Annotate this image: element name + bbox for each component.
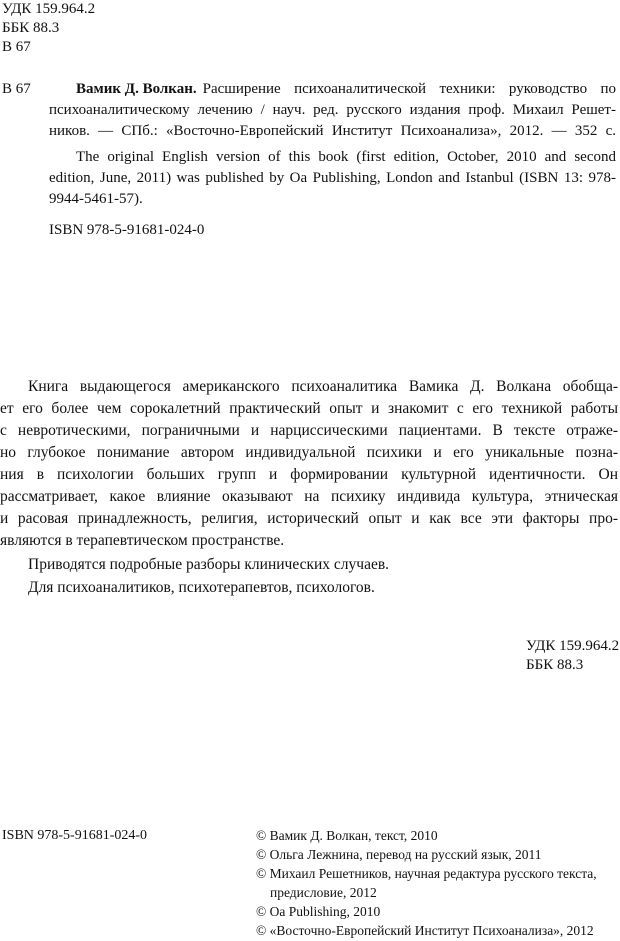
footer-udk: УДК 159.964.2: [526, 638, 620, 654]
isbn-bottom: ISBN 978-5-91681-024-0: [2, 828, 148, 843]
record-line-2: психоаналитическому лечению / науч. ред. русского издания проф. Михаил Решет-: [49, 102, 616, 118]
annotation-line: Книга выдающегося американского психоаналитика Вамика Д. Волкана обобща-: [28, 378, 618, 395]
author-mark: В 67: [2, 39, 31, 55]
copyright-line: © Вамик Д. Волкан, текст, 2010: [256, 828, 438, 843]
record-line-1: [76, 80, 616, 98]
clinical-cases-line: Приводятся подробные разборы клинических случаев.: [28, 556, 390, 573]
annotation-line: являются в терапевтическом пространстве.: [0, 532, 285, 549]
audience-line: Для психоаналитиков, психотерапевтов, психологов.: [28, 579, 375, 596]
footer-bbk: ББК 88.3: [526, 657, 584, 673]
copyright-line: © «Восточно-Европейский Институт Психоанализа», 2012: [256, 923, 594, 938]
annotation-line: рассматривает, какое влияние оказывают на психику индивида культура, этническая: [0, 488, 618, 505]
copyright-line: © Oa Publishing, 2010: [256, 904, 381, 919]
annotation-line: с невротическими, пограничными и нарциссическими пациентами. В тексте отраже-: [0, 422, 618, 439]
bbk-code: ББК 88.3: [2, 20, 60, 36]
annotation-line: и расовая принадлежность, религия, исторический опыт и как все эти факторы про-: [0, 510, 618, 527]
annotation-line: ет его более чем сорокалетний практический опыт и знакомит с его техникой работы: [0, 400, 618, 417]
annotation-line: ния в психологии больших групп и формировании культурной идентичности. Он: [0, 466, 618, 483]
annotation-line: но глубокое понимание автором индивидуальной психики и его уникальные позна-: [0, 444, 618, 461]
record-mark: В 67: [2, 81, 31, 97]
note-line-1: The original English version of this book (first edition, October, 2010 and second: [76, 149, 616, 165]
record-author: Вамик Д. Волкан.: [76, 81, 197, 97]
udk-code: УДК 159.964.2: [2, 1, 96, 17]
footer-codes: [526, 637, 619, 675]
record-line-3: ников. — СПб.: «Восточно-Европейский Институт Психоанализа», 2012. — 352 с.: [49, 123, 616, 139]
copyright-line: © Ольга Лежнина, перевод на русский язык, 2011: [256, 847, 542, 862]
copyright-line: © Михаил Решетников, научная редактура русского текста,: [256, 866, 597, 881]
note-line-3: 9944-5461-57).: [49, 191, 143, 207]
copyright-block: [256, 827, 620, 941]
note-line-2: edition, June, 2011) was published by Oa Publishing, London and Istanbul (ISBN 13: 978-: [49, 170, 616, 186]
record-title: Расширение психоаналитической техники: руководство по: [202, 81, 616, 97]
bibliographic-record: [0, 0, 620, 139]
isbn-top: ISBN 978-5-91681-024-0: [49, 222, 205, 238]
copyright-line-continued: предисловие, 2012: [270, 885, 377, 900]
